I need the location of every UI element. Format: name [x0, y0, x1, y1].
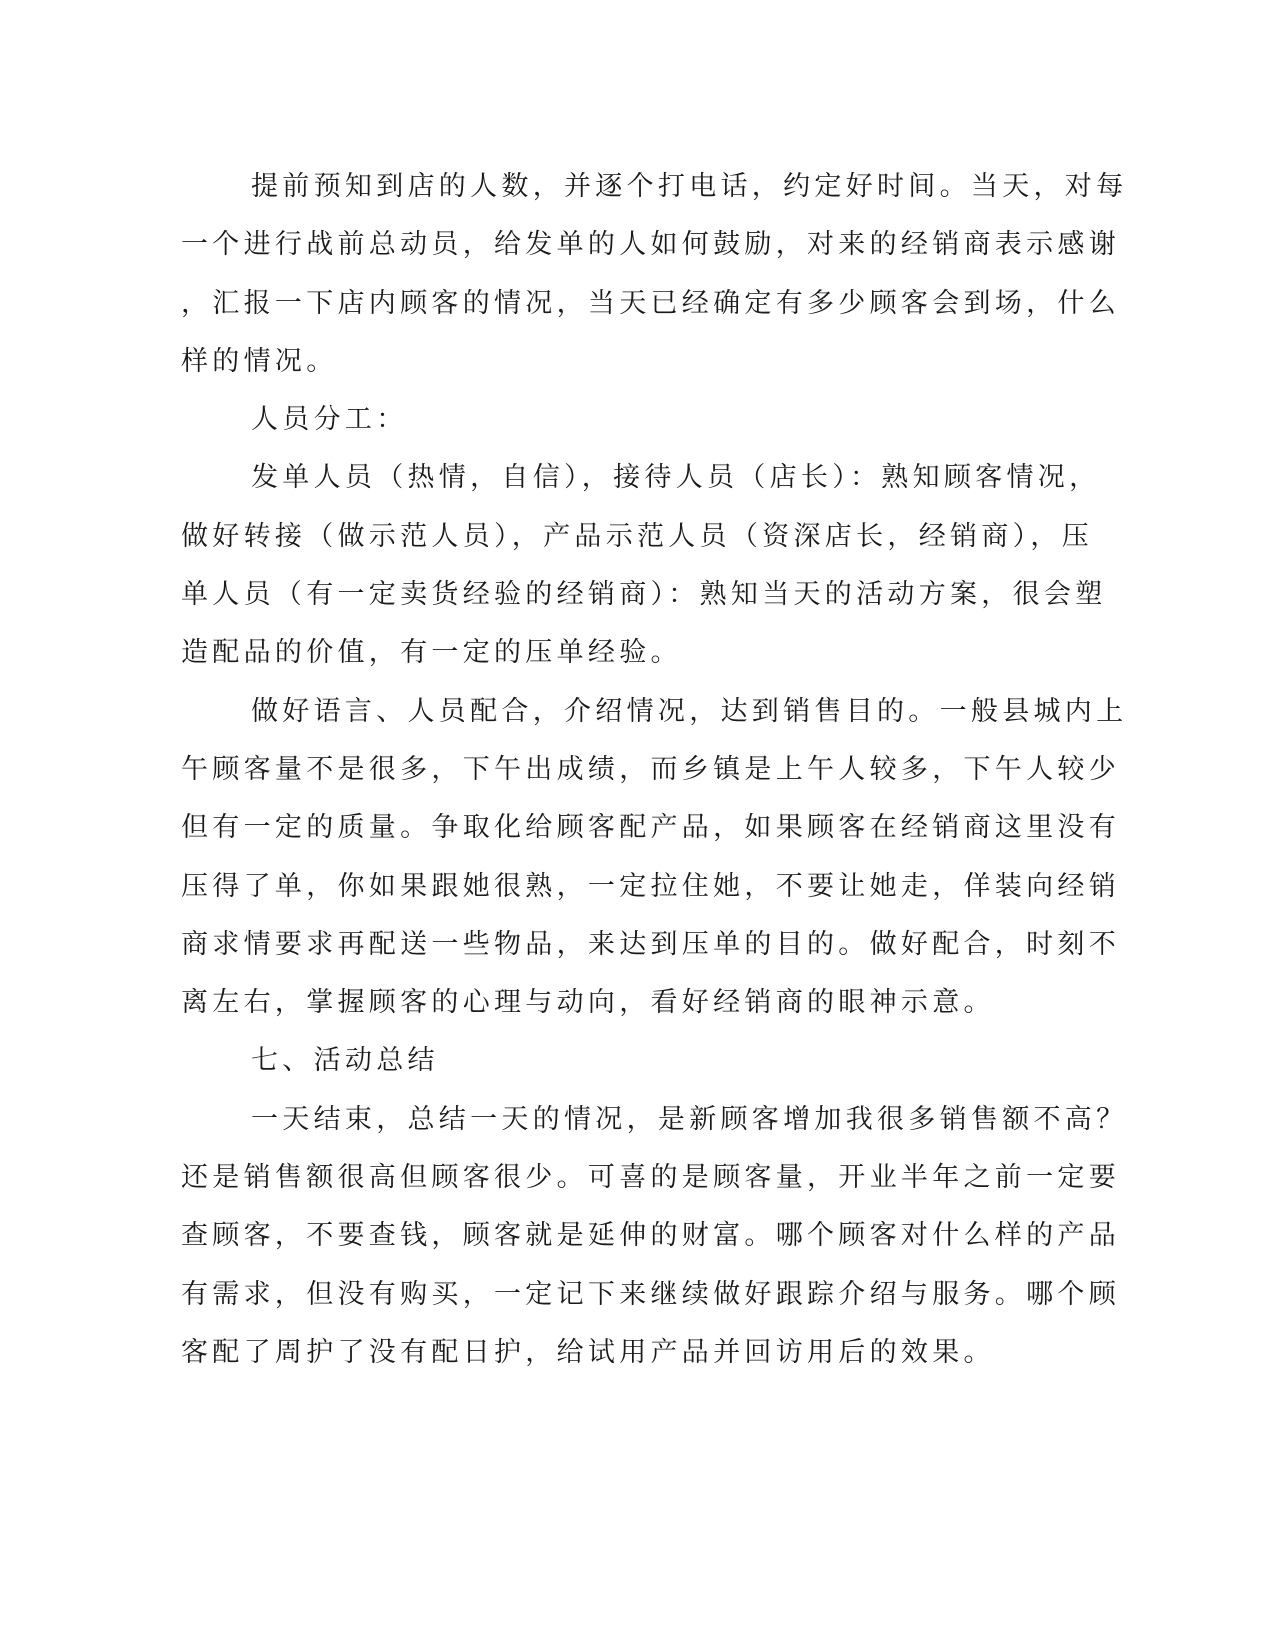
paragraph-line: 做好转接（做示范人员），产品示范人员（资深店长，经销商），压 [181, 520, 1093, 552]
paragraph-line: 离左右，掌握顾客的心理与动向，看好经销商的眼神示意。 [181, 987, 995, 1019]
paragraph-line: 还是销售额很高但顾客很少。可喜的是顾客量，开业半年之前一定要 [181, 1162, 1120, 1194]
section-heading: 人员分工： [251, 404, 408, 436]
paragraph-line: 发单人员（热情，自信），接待人员（店长）：熟知顾客情况， [251, 462, 1101, 494]
paragraph-line: 有需求，但没有购买，一定记下来继续做好跟踪介绍与服务。哪个顾 [181, 1278, 1120, 1310]
paragraph-line: 做好语言、人员配合，介绍情况，达到销售目的。一般县城内上 [251, 695, 1128, 727]
paragraph-line: 但有一定的质量。争取化给顾客配产品，如果顾客在经销商这里没有 [181, 812, 1120, 844]
section-heading: 七、活动总结 [251, 1045, 439, 1077]
paragraph-line: 商求情要求再配送一些物品，来达到压单的目的。做好配合，时刻不 [181, 928, 1120, 960]
paragraph-line: 一天结束，总结一天的情况，是新顾客增加我很多销售额不高？ [251, 1103, 1128, 1135]
paragraph-line: 查顾客，不要查钱，顾客就是延伸的财富。哪个顾客对什么样的产品 [181, 1220, 1120, 1252]
paragraph-line: 造配品的价值，有一定的压单经验。 [181, 637, 682, 669]
paragraph-line: 压得了单，你如果跟她很熟，一定拉住她，不要让她走，佯装向经销 [181, 870, 1120, 902]
paragraph-line: 一个进行战前总动员，给发单的人如何鼓励，对来的经销商表示感谢 [181, 229, 1120, 261]
document-body [181, 158, 1128, 1382]
paragraph-line: 客配了周护了没有配日护，给试用产品并回访用后的效果。 [181, 1336, 995, 1368]
paragraph-line: 单人员（有一定卖货经验的经销商）：熟知当天的活动方案，很会塑 [181, 579, 1107, 611]
paragraph-line: 样的情况。 [181, 345, 338, 377]
paragraph-line: 午顾客量不是很多，下午出成绩，而乡镇是上午人较多，下午人较少 [181, 753, 1120, 785]
paragraph-line: 提前预知到店的人数，并逐个打电话，约定好时间。当天，对每 [251, 171, 1128, 202]
paragraph-line: ，汇报一下店内顾客的情况，当天已经确定有多少顾客会到场，什么 [181, 287, 1120, 319]
